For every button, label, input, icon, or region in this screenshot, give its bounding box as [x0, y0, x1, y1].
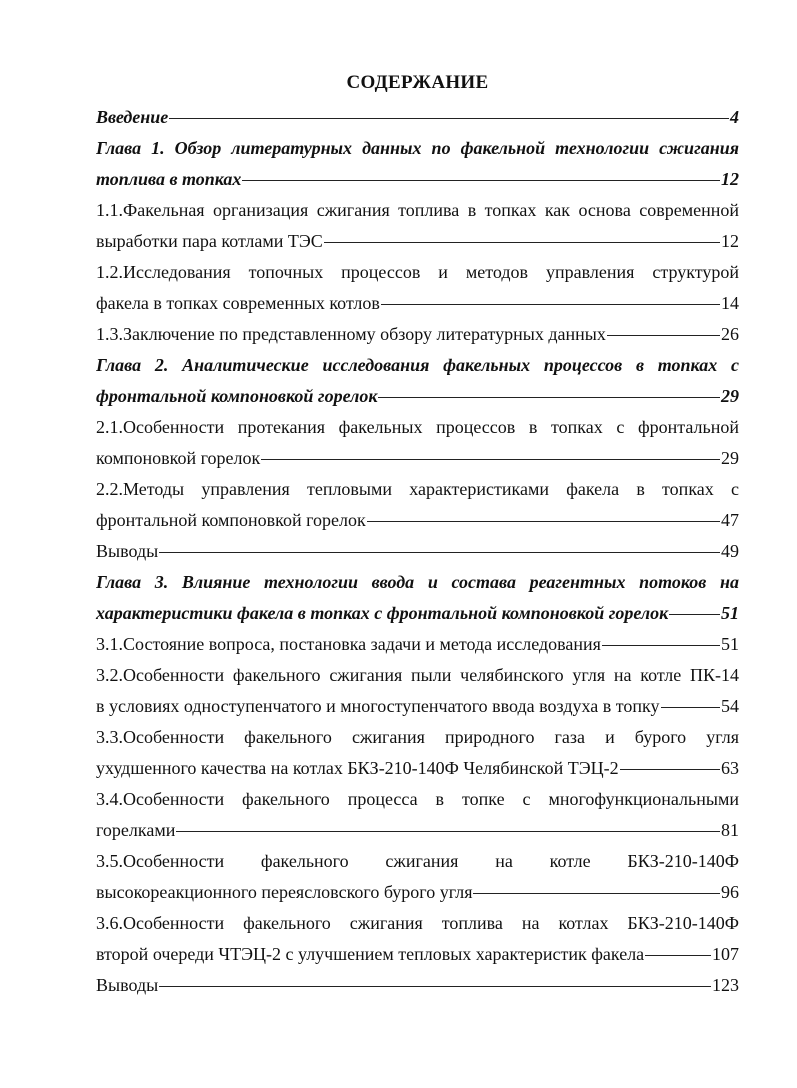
toc-page-number: 26 [721, 324, 739, 344]
toc-entry-title: характеристики факела в топках с фронтальной компоновкой горелок [96, 603, 669, 623]
toc-entry-leader-line [96, 939, 739, 970]
toc-leader-rule [176, 831, 720, 832]
toc-page-number: 63 [721, 758, 739, 778]
toc-section [96, 970, 739, 1001]
toc-entry-leader-line [96, 598, 739, 629]
toc-entry-leader-line [96, 505, 739, 536]
toc-entry-leader-line [96, 288, 739, 319]
toc-section [96, 846, 739, 908]
toc-leader-rule [669, 614, 720, 615]
toc-page-number: 29 [721, 448, 739, 468]
toc-leader-rule [661, 707, 721, 708]
toc-leader-rule [159, 552, 720, 553]
toc-entry-title: факела в топках современных котлов [96, 293, 380, 313]
toc-leader-rule [324, 242, 720, 243]
toc-entry-text-line: 1.2.Исследования топочных процессов и методов управления структурой [96, 262, 739, 282]
toc-leader-rule [602, 645, 720, 646]
toc-entry-leader-line [96, 970, 739, 1001]
toc-entry-leader-line [96, 381, 739, 412]
toc-page-number: 123 [712, 975, 739, 995]
toc-entry-title: ухудшенного качества на котлах БКЗ-210-140Ф Челябинской ТЭЦ-2 [96, 758, 619, 778]
toc-leader-rule [620, 769, 720, 770]
toc-entry-leader-line [96, 164, 739, 195]
toc-entry-text-line: 3.2.Особенности факельного сжигания пыли челябинского угля на котле ПК-14 [96, 665, 739, 685]
toc-section [96, 257, 739, 319]
toc-leader-rule [645, 955, 711, 956]
toc-page-number: 49 [721, 541, 739, 561]
toc-section [96, 660, 739, 722]
toc-entry-title: в условиях одноступенчатого и многоступенчатого ввода воздуха в топку [96, 696, 660, 716]
toc-entry-title: Выводы [96, 541, 159, 561]
toc-section [96, 412, 739, 474]
toc-entry-leader-line [96, 629, 739, 660]
toc-leader-rule [473, 893, 720, 894]
toc-page-number: 4 [730, 107, 739, 127]
toc-section [96, 319, 739, 350]
toc-page-number: 14 [721, 293, 739, 313]
toc-section [96, 908, 739, 970]
toc-chapter [96, 102, 739, 133]
toc-page-number: 12 [721, 169, 739, 189]
toc-entry-title: 1.3.Заключение по представленному обзору литературных данных [96, 324, 606, 344]
toc-page-number: 96 [721, 882, 739, 902]
toc-entry-leader-line [96, 443, 739, 474]
toc-page-number: 51 [721, 603, 739, 623]
toc-entry-leader-line [96, 877, 739, 908]
toc-section [96, 784, 739, 846]
toc-leader-rule [261, 459, 720, 460]
toc-entry-text-line: 3.6.Особенности факельного сжигания топлива на котлах БКЗ-210-140Ф [96, 913, 739, 933]
toc-chapter [96, 133, 739, 195]
toc-section [96, 195, 739, 257]
toc-leader-rule [378, 397, 720, 398]
toc-leader-rule [381, 304, 720, 305]
toc-entry-title: горелками [96, 820, 176, 840]
toc-section [96, 722, 739, 784]
toc-entry-title: компоновкой горелок [96, 448, 261, 468]
toc-entry-title: Выводы [96, 975, 159, 995]
toc-page-number: 107 [712, 944, 739, 964]
toc-section [96, 629, 739, 660]
table-of-contents [96, 102, 739, 1001]
toc-chapter [96, 567, 739, 629]
toc-leader-rule [607, 335, 720, 336]
toc-entry-text-line: Глава 1. Обзор литературных данных по факельной технологии сжигания [96, 138, 739, 158]
toc-entry-title: фронтальной компоновкой горелок [96, 510, 366, 530]
toc-entry-leader-line [96, 753, 739, 784]
toc-entry-text-line: 3.5.Особенности факельного сжигания на котле БКЗ-210-140Ф [96, 851, 739, 871]
toc-entry-title: 3.1.Состояние вопроса, постановка задачи и метода исследования [96, 634, 601, 654]
toc-page-number: 81 [721, 820, 739, 840]
toc-leader-rule [169, 118, 729, 119]
toc-entry-text-line: Глава 3. Влияние технологии ввода и состава реагентных потоков на [96, 572, 739, 592]
toc-leader-rule [159, 986, 711, 987]
toc-leader-rule [242, 180, 720, 181]
toc-page-number: 54 [721, 696, 739, 716]
toc-entry-leader-line [96, 319, 739, 350]
toc-entry-leader-line [96, 691, 739, 722]
toc-entry-text-line: 3.4.Особенности факельного процесса в топке с многофункциональными [96, 789, 739, 809]
toc-section [96, 474, 739, 536]
toc-page-number: 47 [721, 510, 739, 530]
toc-entry-text-line: 2.2.Методы управления тепловыми характеристиками факела в топках с [96, 479, 739, 499]
toc-entry-leader-line [96, 815, 739, 846]
toc-entry-title: Введение [96, 107, 169, 127]
toc-entry-title: высокореакционного переясловского бурого угля [96, 882, 473, 902]
toc-leader-rule [367, 521, 720, 522]
toc-chapter [96, 350, 739, 412]
toc-page-number: 51 [721, 634, 739, 654]
toc-entry-title: фронтальной компоновкой горелок [96, 386, 378, 406]
toc-entry-leader-line [96, 102, 739, 133]
toc-entry-text-line: 3.3.Особенности факельного сжигания природного газа и бурого угля [96, 727, 739, 747]
toc-entry-text-line: Глава 2. Аналитические исследования факельных процессов в топках с [96, 355, 739, 375]
toc-entry-title: выработки пара котлами ТЭС [96, 231, 323, 251]
toc-entry-title: топлива в топках [96, 169, 242, 189]
toc-entry-title: второй очереди ЧТЭЦ-2 с улучшением тепловых характеристик факела [96, 944, 645, 964]
toc-entry-text-line: 2.1.Особенности протекания факельных процессов в топках с фронтальной [96, 417, 739, 437]
page-title: СОДЕРЖАНИЕ [346, 72, 489, 93]
toc-page-number: 29 [721, 386, 739, 406]
toc-entry-text-line: 1.1.Факельная организация сжигания топлива в топках как основа современной [96, 200, 739, 220]
toc-entry-leader-line [96, 536, 739, 567]
toc-page-number: 12 [721, 231, 739, 251]
toc-entry-leader-line [96, 226, 739, 257]
toc-section [96, 536, 739, 567]
